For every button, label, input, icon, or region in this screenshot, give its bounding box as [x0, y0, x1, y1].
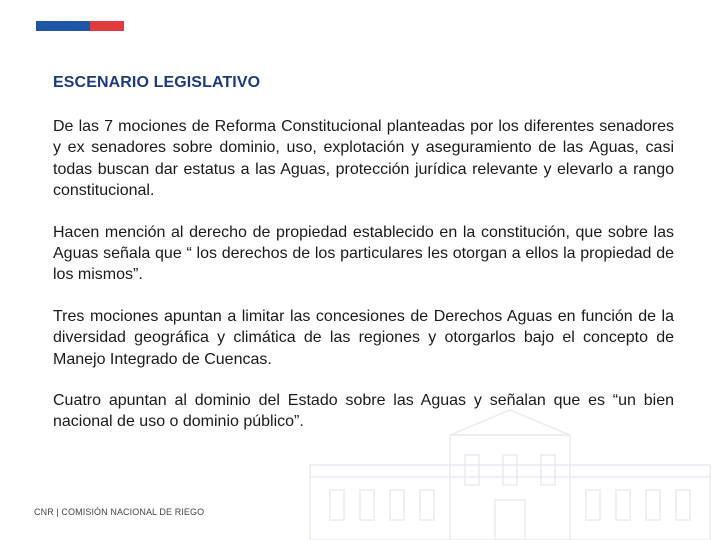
- flag-red-stripe: [90, 21, 124, 31]
- chile-flag-bar: [36, 21, 124, 31]
- slide-body: [53, 116, 674, 453]
- paragraph-2: Hacen mención al derecho de propiedad establecido en la constitución, que sobre las Aguas señala que “ los derechos de los particulares les otorgan a ellos la propiedad de los mismos”.: [53, 223, 674, 284]
- slide-title: ESCENARIO LEGISLATIVO: [53, 74, 261, 91]
- paragraph-4: Cuatro apuntan al dominio del Estado sobre las Aguas y señalan que es “un bien nacional de uso o dominio público”.: [53, 392, 674, 431]
- paragraph-3: Tres mociones apuntan a limitar las concesiones de Derechos Aguas en función de la diversidad geográfica y climática de las regiones y otorgarlos bajo el concepto de Manejo Integrado de Cuencas.: [53, 307, 674, 368]
- footer-label: CNR | COMISIÓN NACIONAL DE RIEGO: [34, 507, 205, 517]
- flag-blue-stripe: [36, 21, 90, 31]
- paragraph-1: De las 7 mociones de Reforma Constitucional planteadas por los diferentes senadores y ex senadores sobre dominio, uso, explotación y aseguramiento de las Aguas, casi todas buscan dar estatus a las Aguas, protección jurídica relevante y elevarlo a rango constitucional.: [53, 118, 674, 200]
